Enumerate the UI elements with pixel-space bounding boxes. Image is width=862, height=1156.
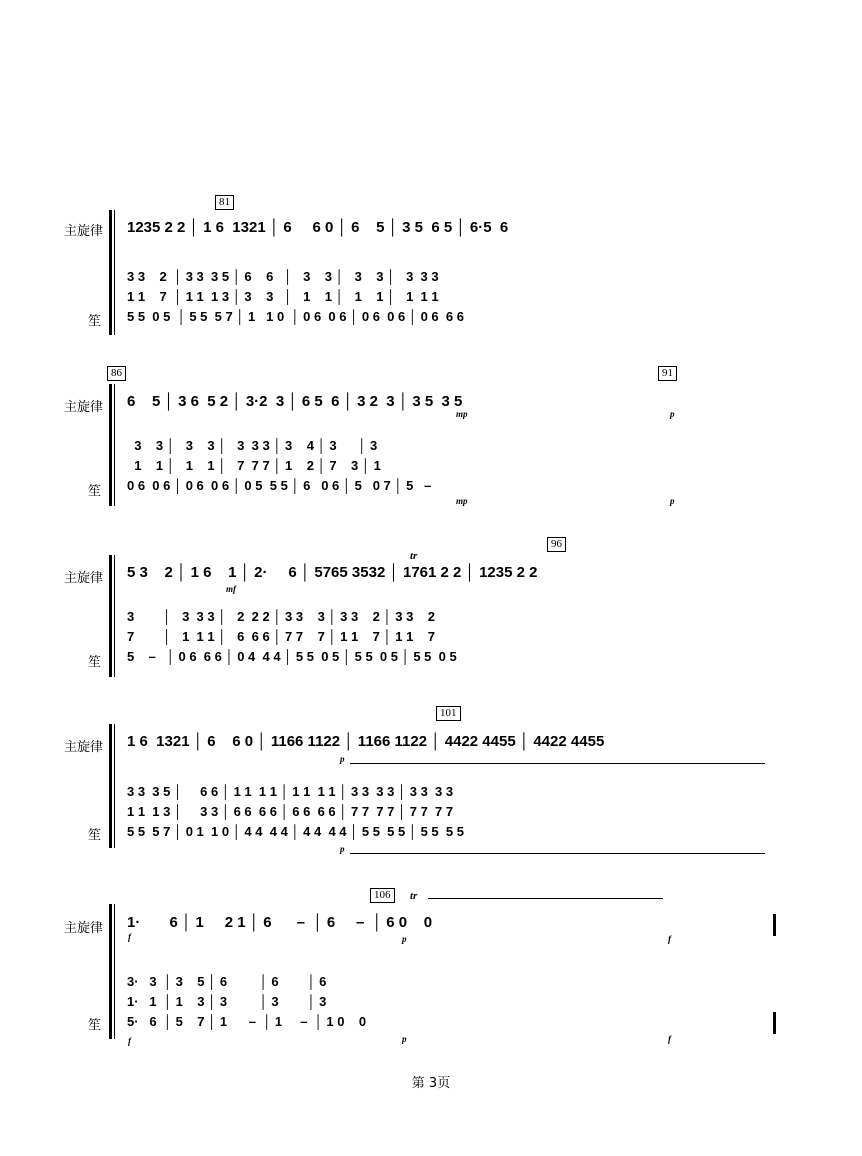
system-bracket	[114, 210, 115, 335]
sheng-top-line: 3 3 │ 3 3 │ 3 3 3 │ 3 4 │ 3 │ 3	[127, 438, 378, 453]
part-label-sheng: 笙	[88, 655, 102, 670]
dynamic-mark: mp	[456, 496, 468, 506]
rehearsal-mark: 106	[370, 888, 395, 903]
part-label-sheng: 笙	[88, 828, 102, 843]
crescendo-hairpin	[350, 763, 765, 764]
rehearsal-mark: 91	[658, 366, 677, 381]
dynamic-mark: mp	[456, 409, 468, 419]
rehearsal-mark: 81	[215, 195, 234, 210]
sheng-top-line: 3 3 2 │ 3 3 3 5 │ 6 6 │ 3 3 │ 3 3 │ 3 3 3	[127, 269, 439, 284]
melody-line: 1 6 1321 │ 6 6 0 │ 1166 1122 │ 1166 1122 │ 4422 4455 │ 4422 4455	[127, 733, 605, 750]
part-label-melody: 主旋律	[64, 571, 104, 586]
dynamic-mark: p	[402, 934, 407, 944]
sheng-top-line: 3 │ 3 3 3 │ 2 2 2 │ 3 3 3 │ 3 3 2 │ 3 3 2	[127, 609, 436, 624]
part-label-sheng: 笙	[88, 1018, 102, 1033]
sheng-top-line: 3· 3 │ 3 5 │ 6 │ 6 │ 6	[127, 974, 327, 989]
sheng-mid-line: 7 │ 1 1 1 │ 6 6 6 │ 7 7 7 │ 1 1 7 │ 1 1 7	[127, 629, 436, 644]
rehearsal-mark: 96	[547, 537, 566, 552]
sheng-bottom-line: 0 6 0 6 │ 0 6 0 6 │ 0 5 5 5 │ 6 0 6 │ 5 0 7 │ 5 –	[127, 478, 432, 493]
system-brace	[109, 555, 112, 677]
part-label-melody: 主旋律	[64, 400, 104, 415]
rehearsal-mark: 86	[107, 366, 126, 381]
sheng-mid-line: 1 1 │ 1 1 │ 7 7 7 │ 1 2 │ 7 3 │ 1	[127, 458, 381, 473]
system-bracket	[114, 384, 115, 506]
sheng-bottom-line: 5 – │ 0 6 6 6 │ 0 4 4 4 │ 5 5 0 5 │ 5 5 0 5 │ 5 5 0 5	[127, 649, 457, 664]
system-bracket	[114, 555, 115, 677]
sheng-bottom-line: 5 5 5 7 │ 0 1 1 0 │ 4 4 4 4 │ 4 4 4 4 │ 5 5 5 5 │ 5 5 5 5	[127, 824, 464, 839]
dynamic-mark: p	[670, 496, 675, 506]
dynamic-mark: p	[340, 754, 345, 764]
final-barline	[773, 1012, 776, 1034]
dynamic-mark: p	[670, 409, 675, 419]
system-brace	[109, 904, 112, 1039]
melody-line: 5 3 2 │ 1 6 1 │ 2· 6 │ 5765 3532 │ 1761 2 2 │ 1235 2 2	[127, 564, 538, 581]
trill-mark: tr	[410, 890, 418, 902]
crescendo-hairpin	[350, 853, 765, 854]
part-label-melody: 主旋律	[64, 740, 104, 755]
part-label-melody: 主旋律	[64, 224, 104, 239]
system-brace	[109, 724, 112, 848]
part-label-sheng: 笙	[88, 484, 102, 499]
melody-line: 1· 6 │ 1 2 1 │ 6 – │ 6 – │ 6 0 0	[127, 914, 433, 931]
dynamic-mark: p	[402, 1034, 407, 1044]
sheng-mid-line: 1 1 7 │ 1 1 1 3 │ 3 3 │ 1 1 │ 1 1 │ 1 1 1	[127, 289, 439, 304]
sheng-top-line: 3 3 3 5 │ 6 6 │ 1 1 1 1 │ 1 1 1 1 │ 3 3 3 3 │ 3 3 3 3	[127, 784, 454, 799]
trill-line	[428, 898, 663, 899]
final-barline	[773, 914, 776, 936]
dynamic-mark: f	[668, 934, 671, 944]
dynamic-mark: f	[128, 932, 131, 942]
part-label-melody: 主旋律	[64, 921, 104, 936]
dynamic-mark: f	[668, 1034, 671, 1044]
trill-mark: tr	[410, 550, 418, 562]
sheng-bottom-line: 5 5 0 5 │ 5 5 5 7 │ 1 1 0 │ 0 6 0 6 │ 0 6 0 6 │ 0 6 6 6	[127, 309, 464, 324]
dynamic-mark: p	[340, 844, 345, 854]
dynamic-mark: f	[128, 1036, 131, 1046]
system-brace	[109, 384, 112, 506]
part-label-sheng: 笙	[88, 314, 102, 329]
rehearsal-mark: 101	[436, 706, 461, 721]
system-brace	[109, 210, 112, 335]
page-number: 第 3页	[411, 1076, 451, 1091]
melody-line: 6 5 │ 3 6 5 2 │ 3·2 3 │ 6 5 6 │ 3 2 3 │ 3 5 3 5	[127, 393, 463, 410]
dynamic-mark: mf	[226, 584, 236, 594]
sheng-mid-line: 1· 1 │ 1 3 │ 3 │ 3 │ 3	[127, 994, 327, 1009]
melody-line: 1235 2 2 │ 1 6 1321 │ 6 6 0 │ 6 5 │ 3 5 6 5 │ 6·5 6	[127, 219, 509, 236]
system-bracket	[114, 724, 115, 848]
sheng-bottom-line: 5· 6 │ 5 7 │ 1 – │ 1 – │ 1 0 0	[127, 1014, 367, 1029]
sheng-mid-line: 1 1 1 3 │ 3 3 │ 6 6 6 6 │ 6 6 6 6 │ 7 7 7 7 │ 7 7 7 7	[127, 804, 454, 819]
system-bracket	[114, 904, 115, 1039]
